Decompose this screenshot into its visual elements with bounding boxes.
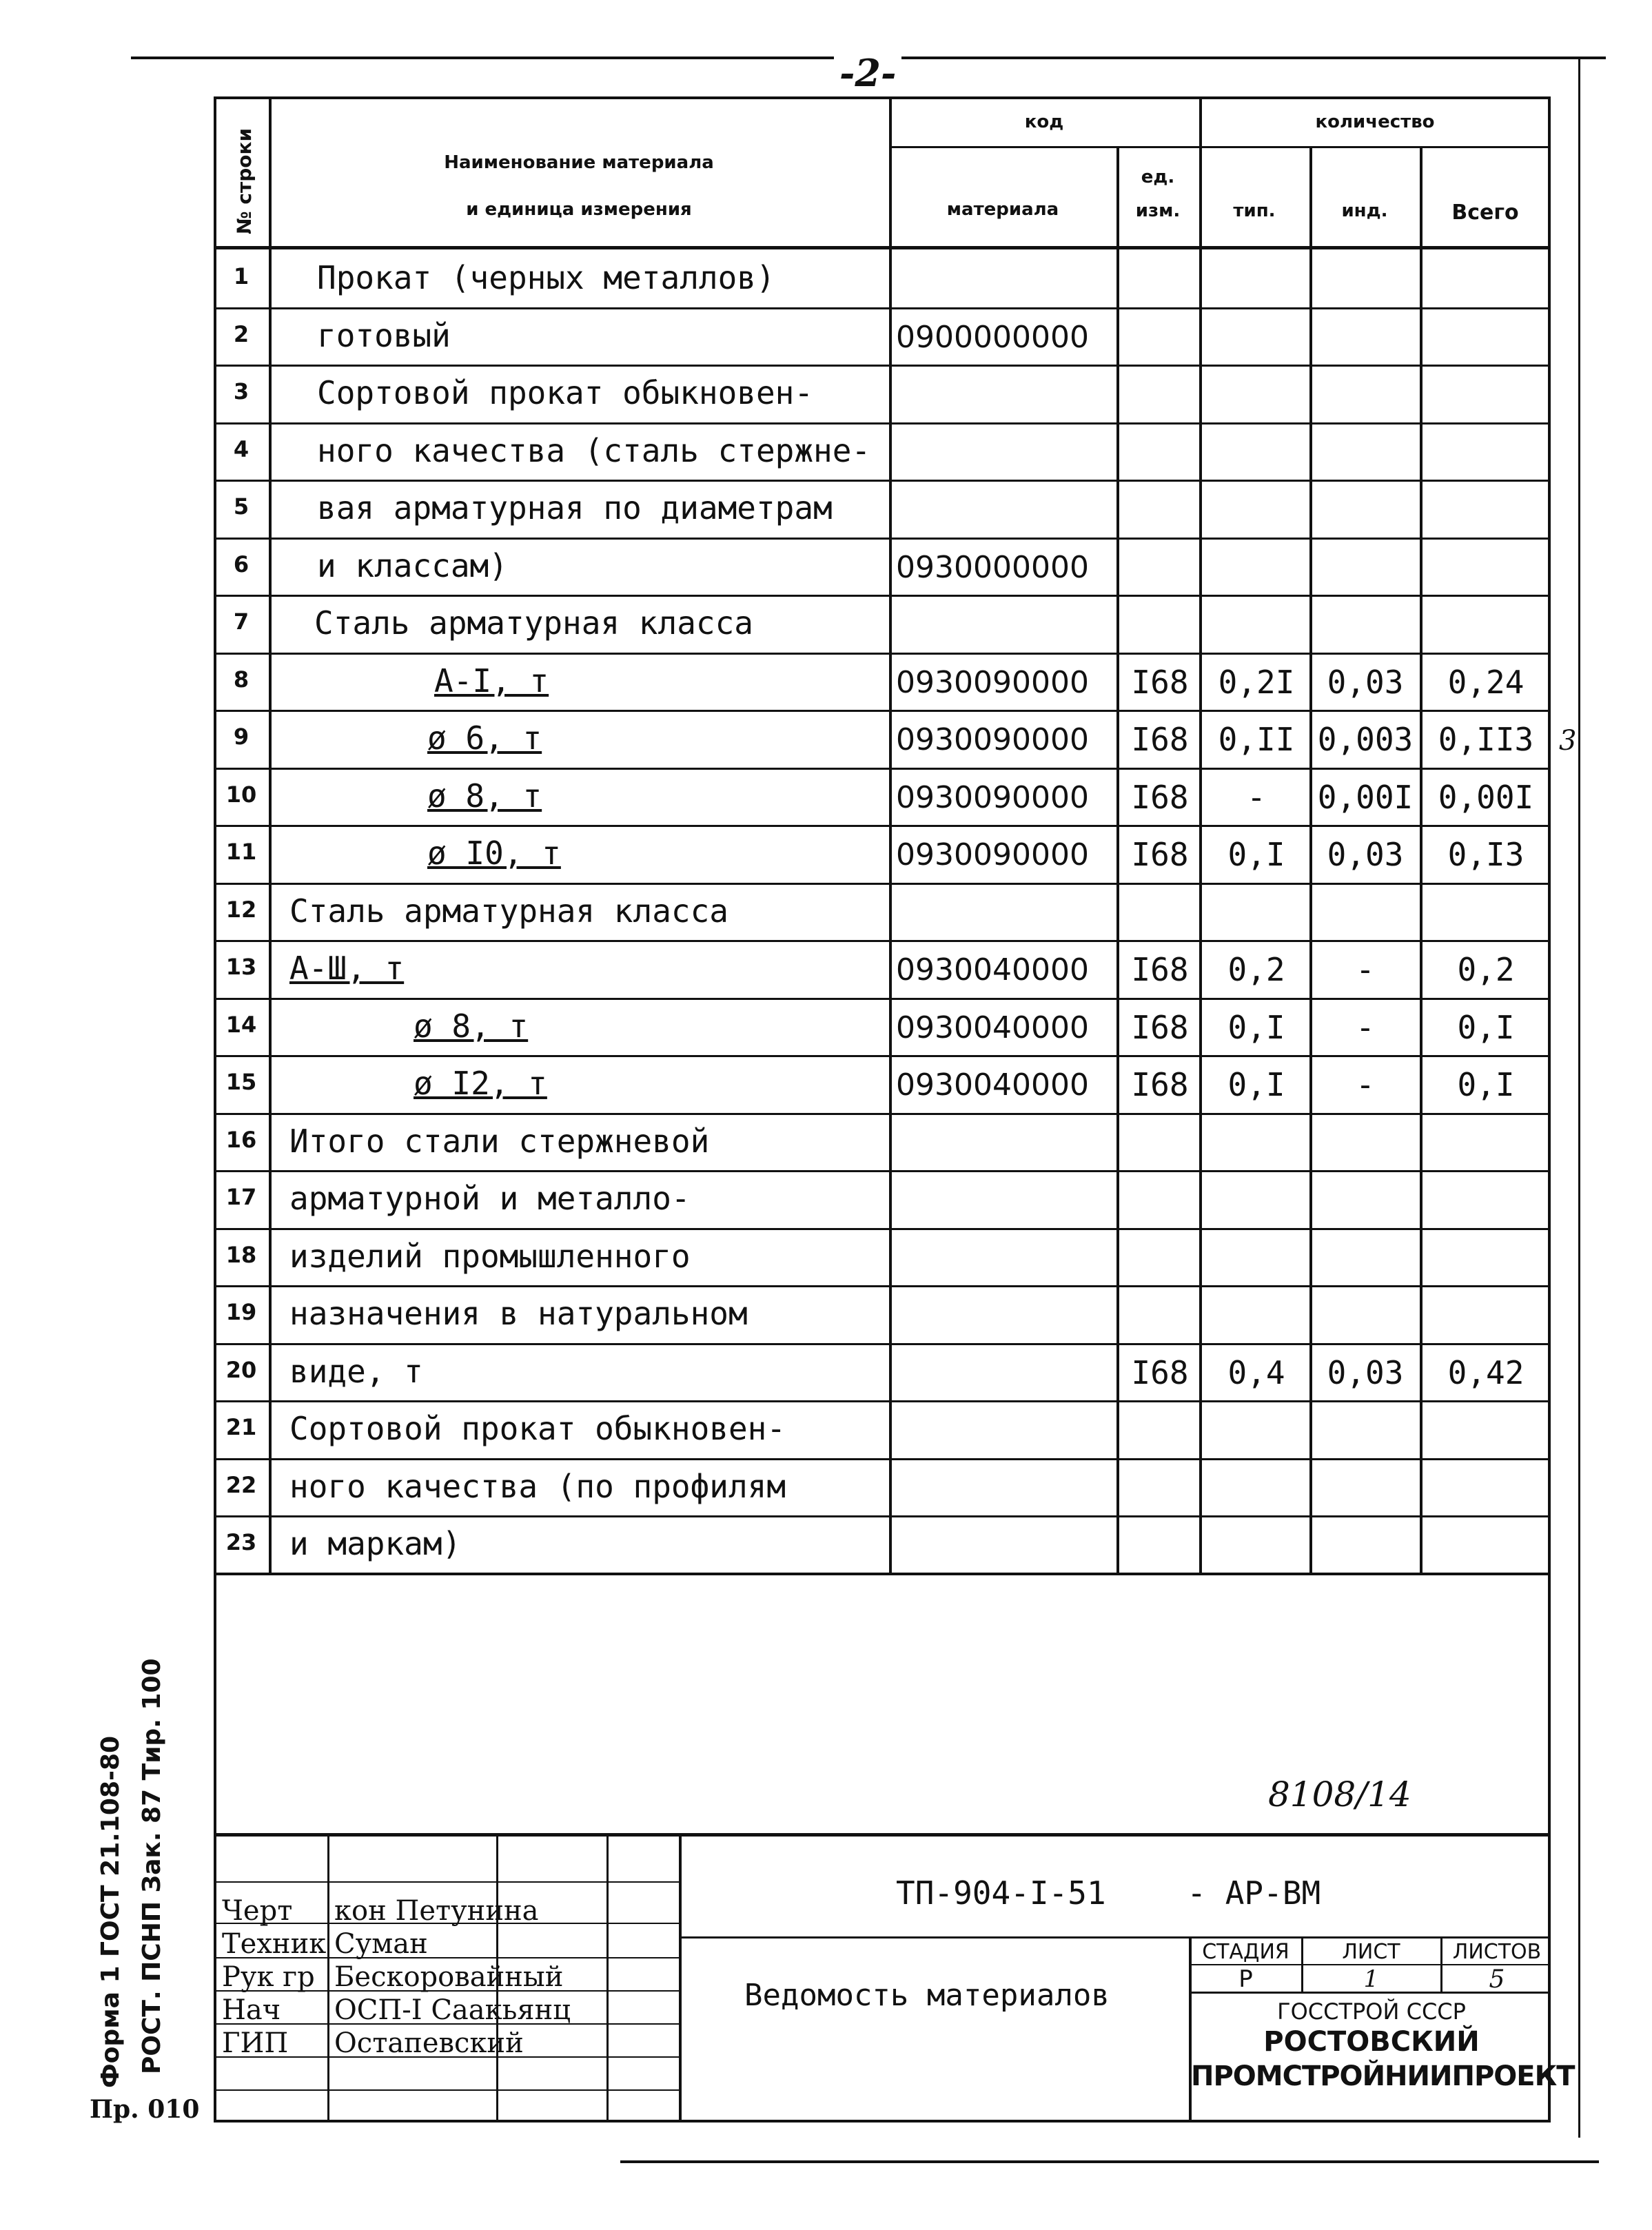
document-code <box>896 1874 1320 1912</box>
quantity-typical: 0,2I <box>1218 663 1295 701</box>
quantity-individual: - <box>1356 1066 1375 1103</box>
material-name: изделий промышленного <box>289 1237 691 1275</box>
row-separator <box>214 1458 1551 1460</box>
form-text: Форма 1 ГОСТ 21.108-80 <box>96 1735 125 2088</box>
material-code: 0930040000 <box>896 952 1089 988</box>
row-separator <box>214 1285 1551 1287</box>
margin-note: 3 <box>1559 725 1577 757</box>
row-number: 4 <box>233 436 249 462</box>
row-separator <box>214 1343 1551 1345</box>
row-number: 11 <box>225 839 257 865</box>
material-name: Сортовой прокат обыкновен- <box>317 374 814 411</box>
row-number: 13 <box>225 954 257 980</box>
material-name: Сталь арматурная класса <box>314 604 753 642</box>
row-number: 6 <box>233 551 249 577</box>
row-separator <box>214 538 1551 540</box>
quantity-typical: - <box>1247 778 1266 816</box>
material-name: и классам) <box>317 546 508 584</box>
row-number: 15 <box>225 1069 257 1095</box>
print-text: РОСТ. ПСНП Зак. 87 Тир. 100 <box>138 1658 166 2074</box>
material-name: Сталь арматурная класса <box>289 892 728 930</box>
header-kod-rule <box>889 146 1551 148</box>
stage-label: СТАДИЯ <box>1202 1940 1289 1964</box>
name-header-line1: Наименование материала <box>444 152 714 173</box>
material-code: 0930090000 <box>896 837 1089 872</box>
row-number: 1 <box>233 263 249 289</box>
unit-code: I68 <box>1131 951 1189 988</box>
row-number: 20 <box>225 1356 257 1383</box>
handwritten-number: 8108/14 <box>1268 1774 1411 1814</box>
quantity-typical: 0,2 <box>1227 951 1285 988</box>
unit-code: I68 <box>1131 778 1189 816</box>
row-number: 21 <box>225 1414 257 1440</box>
signatory-name: кон Петунина <box>334 1895 539 1927</box>
quantity-individual: - <box>1356 1008 1375 1046</box>
signatory-name: ОСП-I Саакьянц <box>334 1994 571 2026</box>
stamp-top-rule <box>214 1833 1551 1837</box>
quantity-individual: - <box>1356 951 1375 988</box>
signatory-role: ГИП <box>222 2027 289 2059</box>
row-number: 9 <box>233 724 249 750</box>
sheet-value: 1 <box>1363 1965 1379 1993</box>
row-number-header: № строки <box>233 127 256 234</box>
org-line1: ГОССТРОЙ СССР <box>1277 1998 1466 2025</box>
row-separator <box>214 768 1551 770</box>
stamp-divider-v <box>679 1833 682 2122</box>
material-name: арматурной и металло- <box>289 1180 691 1217</box>
signatory-name: Остапевский <box>334 2027 524 2059</box>
quantity-total: 0,I <box>1457 1008 1515 1046</box>
row-number: 3 <box>233 378 249 405</box>
row-number: 8 <box>233 666 249 693</box>
row-separator <box>214 710 1551 712</box>
table-end-rule <box>214 1573 1551 1575</box>
sheets-label: ЛИСТОВ <box>1452 1940 1542 1964</box>
unit-header-line2: изм. <box>1135 201 1181 221</box>
material-name: Прокат (черных металлов) <box>317 259 775 296</box>
right-border <box>1578 57 1580 2138</box>
unit-code: I68 <box>1131 1008 1189 1046</box>
quantity-typical: 0,I <box>1227 1008 1285 1046</box>
row-separator <box>214 1055 1551 1057</box>
sig-row1 <box>214 1881 679 1883</box>
row-separator <box>214 825 1551 827</box>
document-title: Ведомость материалов <box>744 1978 1110 2013</box>
org-line2: РОСТОВСКИЙ <box>1263 2026 1480 2058</box>
unit-code: I68 <box>1131 836 1189 873</box>
signatory-role: Техник <box>222 1928 327 1960</box>
material-name: назначения в натуральном <box>289 1295 748 1332</box>
material-code: 0930000000 <box>896 549 1089 585</box>
quantity-individual: 0,00I <box>1317 778 1414 816</box>
page-number: -2- <box>834 51 901 95</box>
header-bottom-rule <box>214 246 1551 249</box>
row-separator <box>214 1170 1551 1172</box>
row-separator <box>214 480 1551 482</box>
material-name: Сортовой прокат обыкновен- <box>289 1410 786 1447</box>
stamp-mid-rule <box>679 1936 1551 1939</box>
row-separator <box>214 998 1551 1000</box>
unit-header-line1: ед. <box>1141 167 1175 187</box>
bottom-rule <box>620 2160 1599 2163</box>
material-name: ø I2, т <box>414 1065 547 1102</box>
signatory-name: Суман <box>334 1928 428 1960</box>
material-header: материала <box>946 199 1059 220</box>
material-name: ø 6, т <box>427 719 542 757</box>
name-col-line <box>269 96 272 1573</box>
row-separator <box>214 365 1551 367</box>
row-separator <box>214 422 1551 424</box>
kolichestvo-header: количество <box>1315 112 1435 132</box>
sig-col1 <box>327 1833 329 2122</box>
unit-code: I68 <box>1131 1353 1189 1391</box>
quantity-total: 0,24 <box>1447 663 1524 701</box>
row-number: 17 <box>225 1184 257 1210</box>
row-separator <box>214 940 1551 942</box>
unit-code: I68 <box>1131 663 1189 701</box>
row-separator <box>214 1515 1551 1517</box>
sig-col3 <box>606 1833 609 2122</box>
material-name: ного качества (сталь стержне- <box>317 431 871 469</box>
signatory-name: Бескоровайный <box>334 1961 564 1993</box>
material-name: Итого стали стержневой <box>289 1122 710 1160</box>
row-number: 10 <box>225 781 257 808</box>
row-number: 19 <box>225 1299 257 1325</box>
kod-header: код <box>1024 112 1064 132</box>
material-name: вая арматурная по диаметрам <box>317 489 833 526</box>
quantity-total: 0,I3 <box>1447 836 1524 873</box>
row-number: 7 <box>233 608 249 635</box>
material-code: 0930090000 <box>896 722 1089 757</box>
quantity-total: 0,00I <box>1438 778 1534 816</box>
quantity-typical: 0,I <box>1227 1066 1285 1103</box>
row-number: 14 <box>225 1011 257 1038</box>
sheet-label: ЛИСТ <box>1342 1940 1400 1964</box>
quantity-individual: 0,03 <box>1327 836 1404 873</box>
tip-col-line <box>1199 96 1202 1573</box>
row-number: 18 <box>225 1241 257 1268</box>
row-separator <box>214 653 1551 655</box>
quantity-individual: 0,03 <box>1327 663 1404 701</box>
vsego-header: Всего <box>1451 201 1519 225</box>
row-separator <box>214 1400 1551 1402</box>
row-number: 12 <box>225 896 257 923</box>
unit-col-line <box>1116 146 1119 1573</box>
material-code: 0930090000 <box>896 779 1089 815</box>
signatory-role: Рук гр <box>222 1961 315 1993</box>
row-number: 23 <box>225 1529 257 1555</box>
pr-text: Пр. 010 <box>90 2095 200 2124</box>
unit-code: I68 <box>1131 1066 1189 1103</box>
material-code: 0930040000 <box>896 1067 1089 1103</box>
quantity-individual: 0,003 <box>1317 721 1414 758</box>
material-name: А-I, т <box>434 662 549 699</box>
tip-header: тип. <box>1233 201 1276 221</box>
quantity-total: 0,I <box>1457 1066 1515 1103</box>
quantity-typical: 0,4 <box>1227 1353 1285 1391</box>
signatory-role: Нач <box>222 1994 281 2026</box>
row-separator <box>214 1228 1551 1230</box>
row-separator <box>214 883 1551 885</box>
total-col-line <box>1420 146 1422 1573</box>
material-name: ø 8, т <box>414 1007 529 1045</box>
material-code: 0900000000 <box>896 319 1089 355</box>
quantity-individual: 0,03 <box>1327 1353 1404 1391</box>
row-separator <box>214 307 1551 309</box>
signatory-role: Черт <box>222 1895 293 1927</box>
material-code: 0930040000 <box>896 1010 1089 1045</box>
material-name: виде, т <box>289 1352 423 1390</box>
org-line3: ПРОМСТРОЙНИИПРОЕКТ <box>1191 2060 1575 2092</box>
ind-header: инд. <box>1341 201 1388 221</box>
material-name: ø I0, т <box>427 835 561 872</box>
quantity-typical: 0,II <box>1218 721 1295 758</box>
material-name: и маркам) <box>289 1525 462 1562</box>
material-name: ного качества (по профилям <box>289 1467 786 1505</box>
row-separator <box>214 1113 1551 1115</box>
material-code: 0930090000 <box>896 664 1089 700</box>
material-name: А-Ш, т <box>289 950 405 987</box>
material-name: готовый <box>317 316 451 354</box>
quantity-total: 0,II3 <box>1438 721 1534 758</box>
document-code-main: ТП-904-I-51 <box>896 1874 1106 1912</box>
quantity-total: 0,2 <box>1457 951 1515 988</box>
row-number: 16 <box>225 1126 257 1153</box>
stage-value: Р <box>1238 1965 1253 1993</box>
material-name: ø 8, т <box>427 777 542 815</box>
ind-col-line <box>1309 146 1312 1573</box>
unit-code: I68 <box>1131 721 1189 758</box>
row-number: 5 <box>233 493 249 520</box>
row-number: 2 <box>233 320 249 347</box>
code-col-line <box>889 96 892 1573</box>
quantity-total: 0,42 <box>1447 1353 1524 1391</box>
sig-row7 <box>214 2089 679 2091</box>
sheets-value: 5 <box>1489 1965 1505 1994</box>
name-header-line2: и единица измерения <box>466 199 692 220</box>
document-code-suffix: - АР-ВМ <box>1187 1874 1321 1912</box>
row-separator <box>214 595 1551 597</box>
row-number: 22 <box>225 1471 257 1498</box>
quantity-typical: 0,I <box>1227 836 1285 873</box>
